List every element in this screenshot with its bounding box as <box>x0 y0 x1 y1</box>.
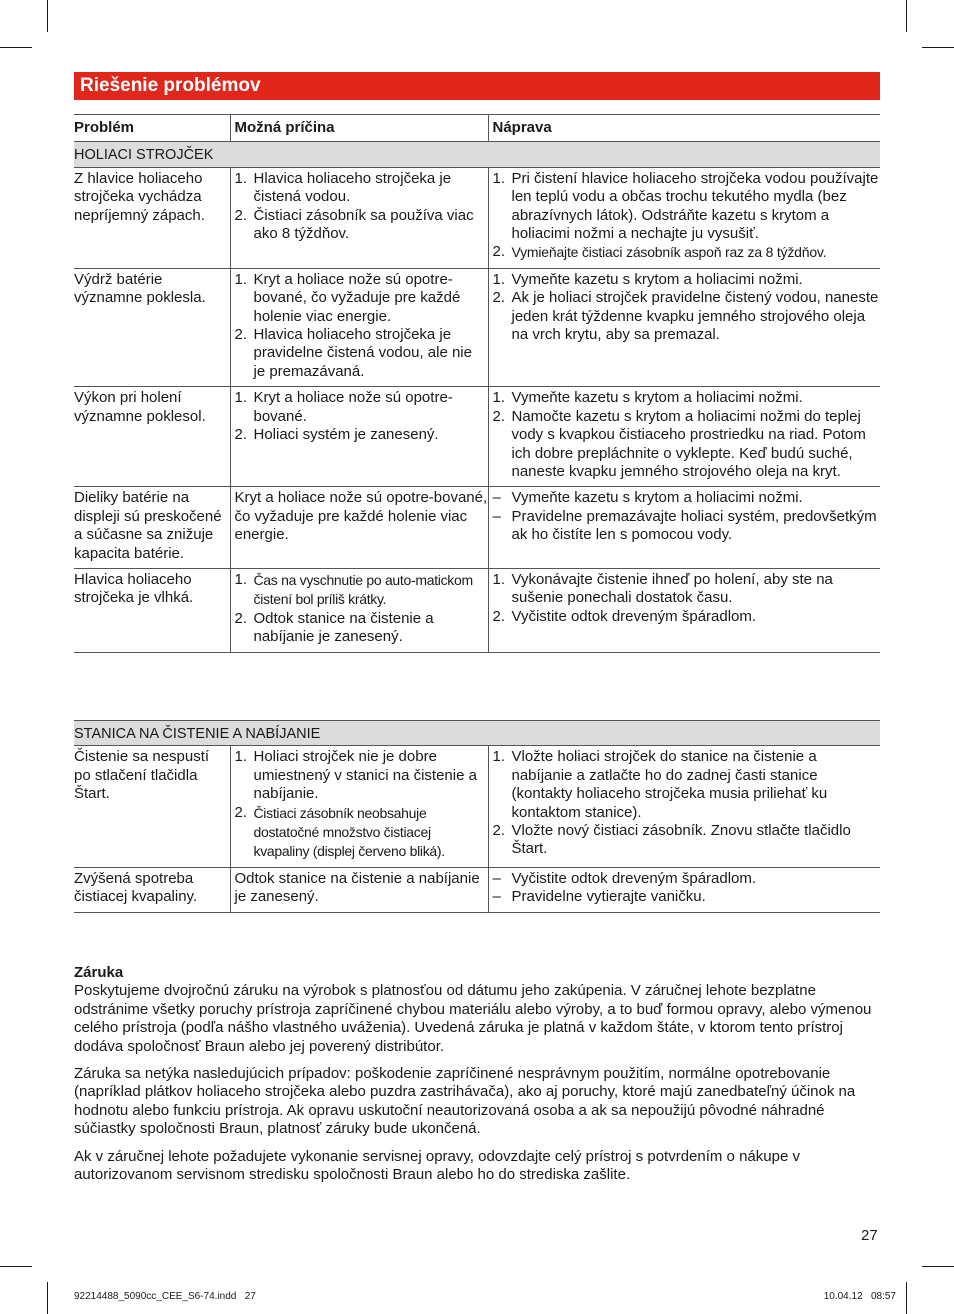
cause-item <box>235 804 488 862</box>
table-row <box>74 568 880 652</box>
crop-mark-top-right-horizontal <box>922 47 954 48</box>
cause-item <box>235 207 488 244</box>
item-text: Kryt a holiace nože sú opotre-bované, čo vyžaduje pre každé holenie viac energie. <box>253 270 461 325</box>
header-cause: Možná príčina <box>230 115 488 142</box>
item-marker: 2. <box>234 803 248 821</box>
page-number: 27 <box>861 1227 878 1244</box>
item-marker: 2. <box>234 326 248 344</box>
table-row <box>74 268 880 386</box>
cause-item <box>235 170 488 207</box>
remedy-item <box>493 243 881 262</box>
item-text: Pravidelne vytierajte vaničku. <box>511 888 706 906</box>
item-marker: 2. <box>234 426 248 444</box>
table-row <box>74 487 880 569</box>
table-row <box>74 746 880 867</box>
cause-cell <box>230 387 488 487</box>
cause-cell <box>230 568 488 652</box>
item-text: Vymeňte kazetu s krytom a holiacimi nožmi. <box>511 270 803 288</box>
cause-item <box>235 271 488 326</box>
cause-cell <box>230 268 488 386</box>
cause-item <box>235 610 488 647</box>
header-problem: Problém <box>74 115 230 142</box>
remedy-item <box>493 608 881 626</box>
section-title-shaver: HOLIACI STROJČEK <box>74 142 880 167</box>
footer-date: 10.04.12 08:57 <box>823 1291 896 1302</box>
item-text: Vložte nový čistiaci zásobník. Znovu stlačte tlačidlo Štart. <box>511 822 851 858</box>
problem-cell: Výkon pri holení významne poklesol. <box>74 387 230 487</box>
problem-cell: Zvýšená spotreba čistiacej kvapaliny. <box>74 867 230 912</box>
item-text: Čistiaci zásobník neobsahuje dostatočné množstvo čistiacej kvapaliny (displej červeno bliká). <box>253 804 445 860</box>
item-marker: 2. <box>492 289 506 307</box>
item-marker: 1. <box>492 389 506 407</box>
section-header-row <box>74 142 880 167</box>
remedy-cell <box>488 268 880 386</box>
item-text: Vykonávajte čistenie ihneď po holení, aby ste na sušenie ponechali dostatok času. <box>511 570 833 607</box>
cause-item <box>235 571 488 610</box>
crop-mark-bottom-right-horizontal <box>922 1266 954 1267</box>
item-marker: 1. <box>234 169 248 187</box>
item-marker: 2. <box>492 407 506 425</box>
remedy-item <box>493 389 881 407</box>
item-marker: – <box>492 869 501 887</box>
table-row <box>74 867 880 912</box>
item-text: Pravidelne premazávajte holiaci systém, predovšetkým ak ho čistíte len s pomocou vody. <box>511 507 877 544</box>
item-marker: 1. <box>234 570 248 588</box>
warranty-heading: Záruka <box>74 964 124 981</box>
crop-mark-bottom-right-vertical <box>906 1282 907 1314</box>
crop-mark-bottom-left-vertical <box>47 1282 48 1314</box>
item-text: Čas na vyschnutie po auto-matickom čistení bol príliš krátky. <box>253 571 473 608</box>
table-row <box>74 387 880 487</box>
cause-item <box>235 748 488 803</box>
remedy-cell <box>488 867 880 912</box>
item-marker: 2. <box>492 822 506 840</box>
remedy-cell <box>488 167 880 268</box>
cause-item <box>235 389 488 426</box>
item-marker: 2. <box>234 609 248 627</box>
cause-cell <box>230 167 488 268</box>
cause-cell: Odtok stanice na čistenie a nabíjanie je zanesený. <box>230 867 488 912</box>
remedy-item <box>493 822 881 859</box>
remedy-item <box>493 271 881 289</box>
item-text: Holiaci systém je zanesený. <box>253 426 439 444</box>
remedy-cell <box>488 387 880 487</box>
problem-cell: Z hlavice holiaceho strojčeka vychádza nepríjemný zápach. <box>74 167 230 268</box>
table-header-row <box>74 115 880 142</box>
troubleshooting-table-shaver <box>74 114 880 653</box>
problem-cell: Čistenie sa nespustí po stlačení tlačidla Štart. <box>74 746 230 867</box>
item-text: Holiaci strojček nie je dobre umiestnený v stanici na čistenie a nabíjanie. <box>253 748 477 803</box>
remedy-item <box>493 748 881 822</box>
item-text: Vložte holiaci strojček do stanice na čistenie a nabíjanie a zatlačte ho do zadnej časti stanice (kontakty holiaceho strojčeka musia priliehať ku kontaktom stanice). <box>511 748 828 821</box>
item-marker: 1. <box>234 270 248 288</box>
remedy-item <box>493 888 881 906</box>
item-marker: 1. <box>492 270 506 288</box>
section-title-station: STANICA NA ČISTENIE A NABÍJANIE <box>74 721 880 746</box>
item-marker: – <box>492 507 501 525</box>
remedy-cell <box>488 487 880 569</box>
table-row <box>74 167 880 268</box>
remedy-item <box>493 508 881 545</box>
remedy-cell <box>488 746 880 867</box>
item-marker: – <box>492 888 501 906</box>
item-text: Pri čistení hlavice holiaceho strojčeka vodou používajte len teplú vodu a občas trochu tekutého mydla (bez abrazívnych látok). Odstráňte kazetu s krytom a holiacimi nožmi a nechajte ju vysušiť. <box>511 169 879 243</box>
section-header-row <box>74 721 880 746</box>
item-text: Vymeňte kazetu s krytom a holiacimi nožmi. <box>511 489 803 507</box>
page-title: Riešenie problémov <box>74 72 880 100</box>
crop-mark-top-right-vertical <box>906 0 907 32</box>
problem-cell: Dieliky batérie na displeji sú preskočené a súčasne sa znižuje kapacita batérie. <box>74 487 230 569</box>
crop-mark-bottom-left-horizontal <box>0 1266 32 1267</box>
item-text: Vymieňajte čistiaci zásobník aspoň raz za 8 týždňov. <box>511 244 827 261</box>
item-text: Namočte kazetu s krytom a holiacimi nožmi do teplej vody s kvapkou čistiaceho prostriedku na riad. Potom ich dobre prepláchnite o vyklepte. Keď budú suché, naneste kvapku jemného strojového oleja na kryt. <box>511 407 866 480</box>
crop-mark-top-left-vertical <box>47 0 48 32</box>
item-marker: 1. <box>234 389 248 407</box>
item-text: Ak je holiaci strojček pravidelne čistený vodou, naneste jeden krát týždenne kvapku jemného strojového oleja na vrch krytu, aby sa premazal. <box>511 289 879 344</box>
warranty-section <box>74 964 880 1193</box>
item-marker: 1. <box>492 570 506 588</box>
cause-item <box>235 326 488 381</box>
item-text: Vyčistite odtok dreveným špáradlom. <box>511 869 757 887</box>
crop-mark-top-left-horizontal <box>0 47 32 48</box>
remedy-item <box>493 170 881 244</box>
item-marker: 1. <box>234 748 248 766</box>
item-text: Čistiaci zásobník sa používa viac ako 8 týždňov. <box>253 206 474 243</box>
item-marker: 1. <box>492 169 506 187</box>
problem-cell: Hlavica holiaceho strojčeka je vlhká. <box>74 568 230 652</box>
warranty-paragraph: Ak v záručnej lehote požadujete vykonanie servisnej opravy, odovzdajte celý prístroj s potvrdením o nákupe v autorizovanom servisnom stredisku spoločnosti Braun alebo ho do strediska zašlite. <box>74 1147 800 1184</box>
item-marker: 2. <box>492 243 506 261</box>
item-text: Vyčistite odtok dreveným špáradlom. <box>511 607 757 625</box>
remedy-item <box>493 870 881 888</box>
item-text: Kryt a holiace nože sú opotre-bované. <box>253 389 453 425</box>
troubleshooting-table-station <box>74 720 880 913</box>
item-text: Hlavica holiaceho strojčeka je pravidelne čistená vodou, ale nie je premazávaná. <box>253 326 472 380</box>
remedy-item <box>493 408 881 482</box>
remedy-item <box>493 571 881 608</box>
item-text: Hlavica holiaceho strojčeka je čistená vodou. <box>253 169 452 206</box>
item-marker: – <box>492 489 501 507</box>
cause-cell <box>230 746 488 867</box>
problem-cell: Výdrž batérie významne poklesla. <box>74 268 230 386</box>
item-marker: 1. <box>492 748 506 766</box>
item-text: Vymeňte kazetu s krytom a holiacimi nožmi. <box>511 389 803 407</box>
item-marker: 2. <box>234 206 248 224</box>
cause-item <box>235 426 488 444</box>
cause-cell: Kryt a holiace nože sú opotre-bované, čo vyžaduje pre každé holenie viac energie. <box>230 487 488 569</box>
remedy-item <box>493 489 881 507</box>
warranty-paragraph: Poskytujeme dvojročnú záruku na výrobok s platnosťou od dátumu jeho zakúpenia. V záručnej lehote bezplatne odstránime všetky poruchy prístroja zapríčinené chybou materiálu alebo výroby, a to buď formou opravy, alebo výmenou celého prístroja (podľa nášho vlastného uváženia). Uvedená záruka je platná v každom štáte, v ktorom tento prístroj dodáva spoločnosť Braun alebo jej poverený distribútor. <box>74 982 872 1055</box>
item-text: Odtok stanice na čistenie a nabíjanie je zanesený. <box>253 609 434 646</box>
footer-file-info: 92214488_5090cc_CEE_S6-74.indd 27 <box>74 1291 256 1302</box>
warranty-paragraph: Záruka sa netýka nasledujúcich prípadov: poškodenie zapríčinené nesprávnym použitím, normálne opotrebovanie (napríklad plátkov holiaceho strojčeka alebo puzdra zastrihávača), ako aj poruchy, ktoré majú zanedbateľný účinok na hodnotu alebo funkciu prístroja. Ak opravu uskutoční neautorizovaná osoba a ak sa nepoužijú pôvodné náhradné súčiastky spoločnosti Braun, platnosť záruky bude ukončená. <box>74 1065 856 1138</box>
remedy-item <box>493 289 881 344</box>
item-marker: 2. <box>492 607 506 625</box>
header-remedy: Náprava <box>488 115 880 142</box>
remedy-cell <box>488 568 880 652</box>
